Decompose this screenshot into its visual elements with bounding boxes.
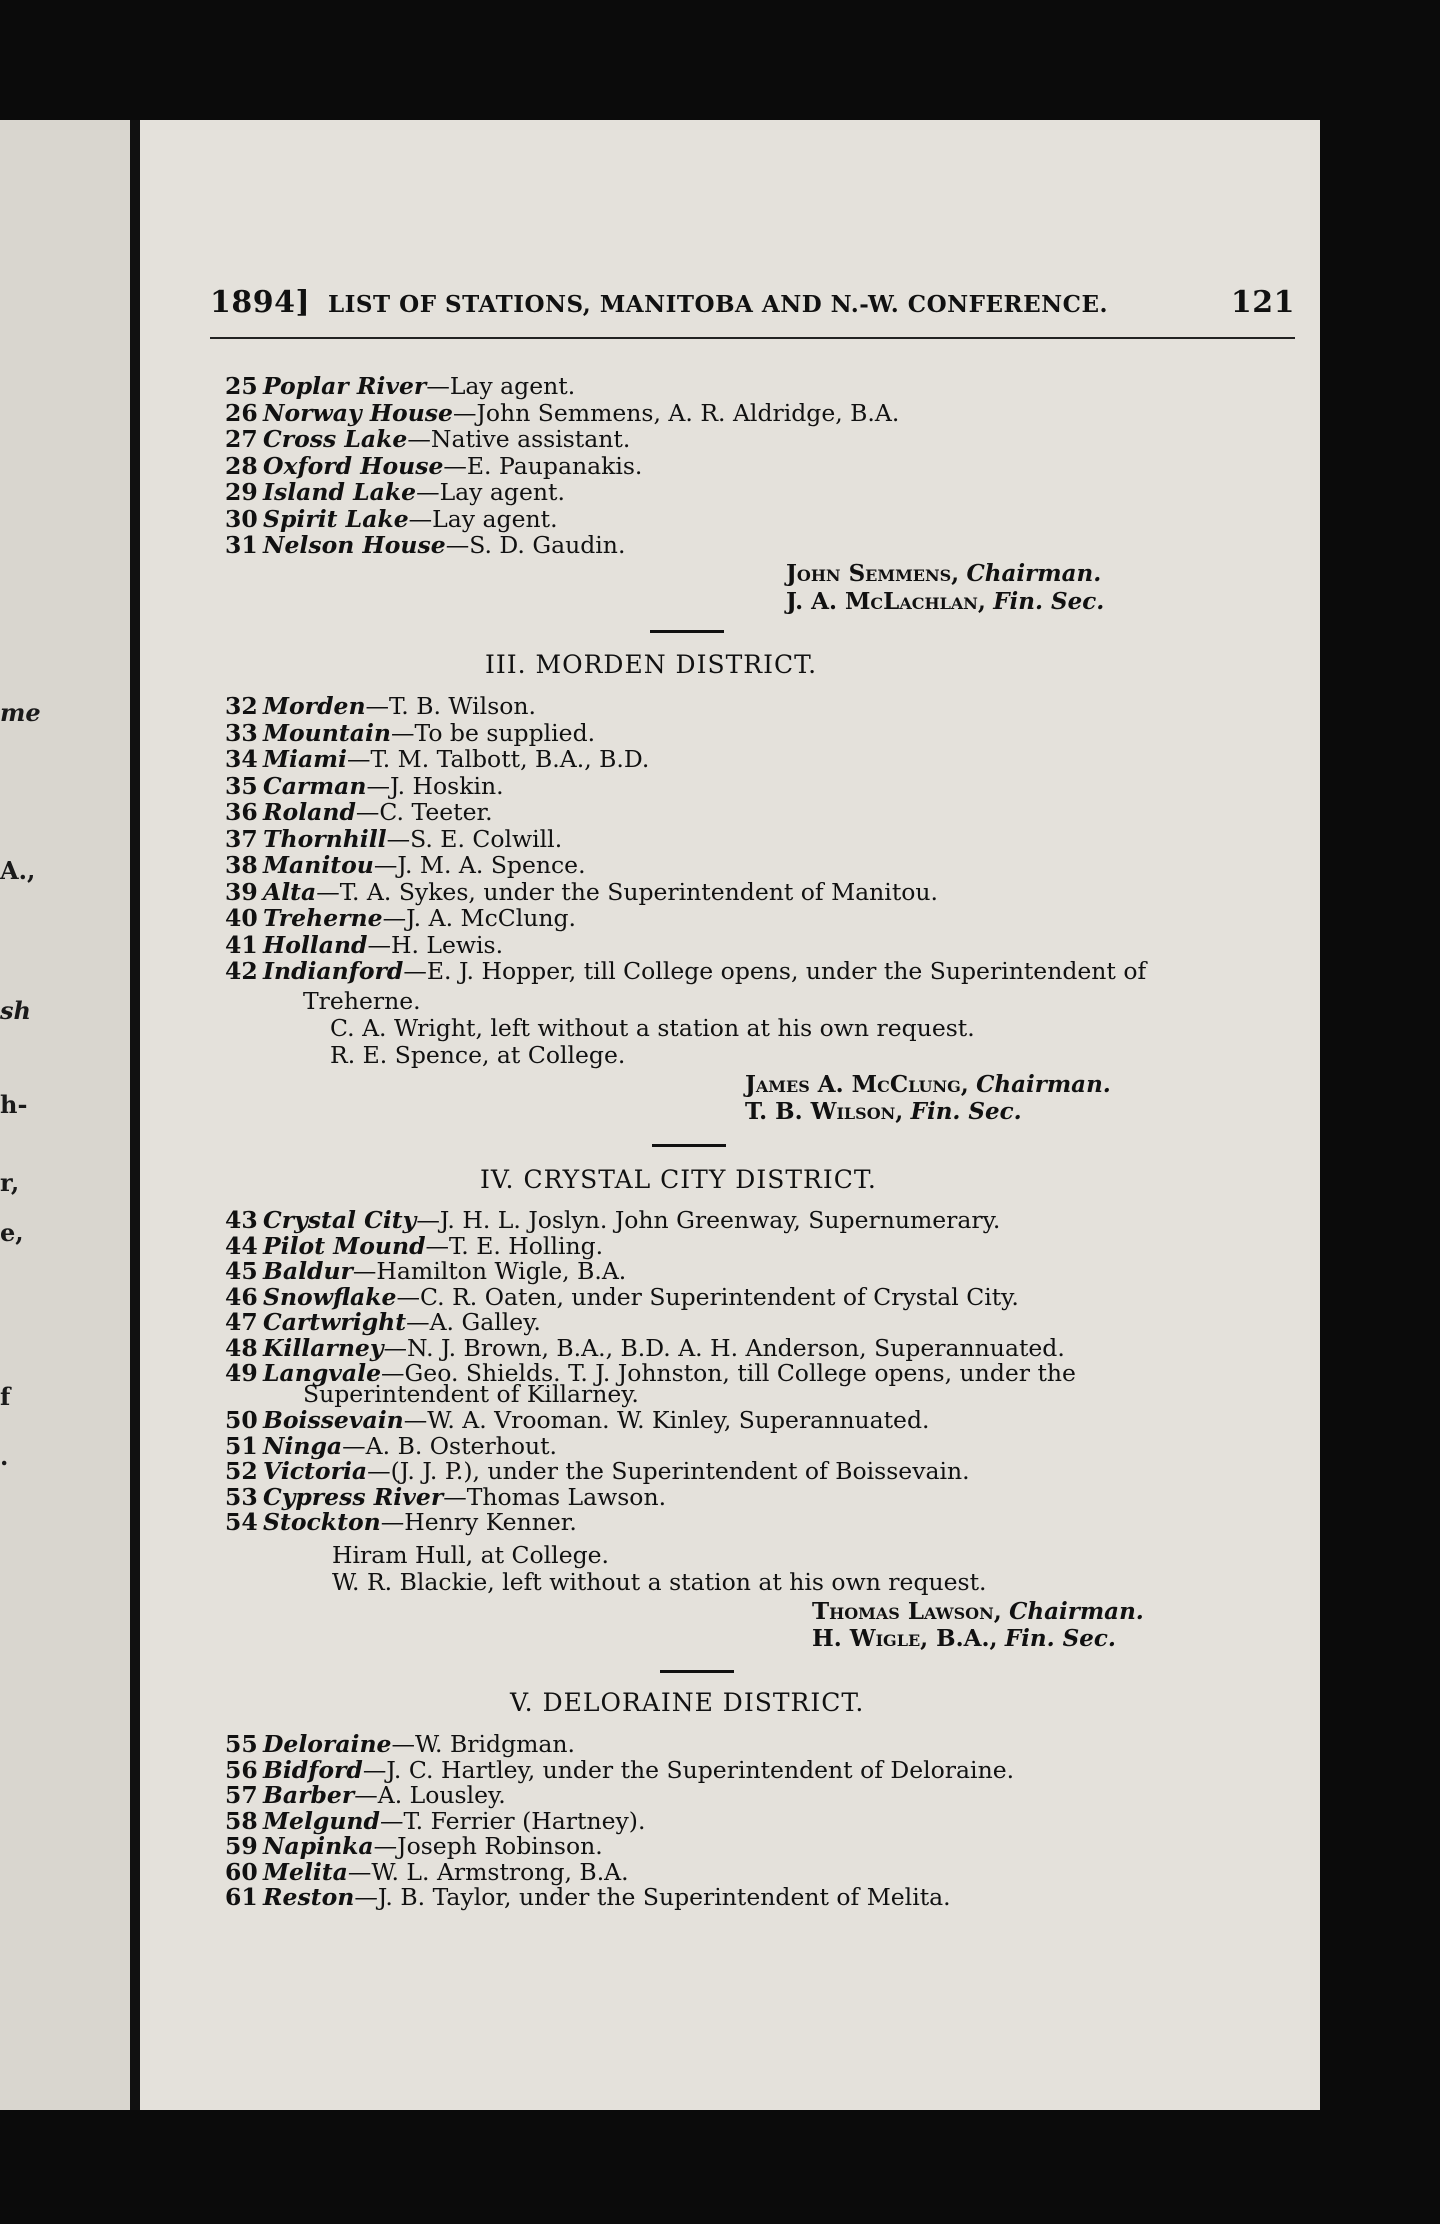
station-entry [225, 506, 558, 532]
station-place: Langvale [263, 1359, 382, 1387]
station-assignment: —Lay agent. [416, 478, 565, 506]
station-entry [225, 1509, 577, 1535]
entry-continuation: Treherne. [303, 987, 421, 1015]
note-line: Hiram Hull, at College. [332, 1541, 610, 1569]
note-line: W. R. Blackie, left without a station at his own request. [332, 1568, 987, 1596]
signature-chairman: James A. McClung, Chairman. [745, 1071, 1111, 1098]
station-number: 44 [225, 1231, 258, 1260]
station-number: 46 [225, 1282, 258, 1311]
station-entry [225, 532, 625, 558]
section-rule [660, 1670, 734, 1673]
station-place: Melgund [263, 1806, 380, 1835]
margin-fragment: me [0, 698, 41, 727]
station-number: 51 [225, 1431, 258, 1460]
signature-fin-sec: H. Wigle, B.A., Fin. Sec. [812, 1625, 1116, 1652]
station-number: 45 [225, 1257, 258, 1285]
station-place: Island Lake [263, 478, 417, 506]
station-entry [225, 1207, 1000, 1233]
station-entry [225, 958, 1146, 984]
station-assignment: —A. B. Osterhout. [342, 1431, 558, 1460]
margin-fragment: . [0, 1442, 9, 1471]
station-number: 56 [225, 1755, 258, 1784]
station-assignment: —Joseph Robinson. [373, 1832, 603, 1860]
station-place: Carman [263, 771, 367, 800]
station-place: Snowflake [263, 1282, 397, 1311]
station-assignment: —J. C. Hartley, under the Superintendent of Deloraine. [362, 1755, 1015, 1784]
station-number: 38 [225, 851, 258, 879]
station-entry [225, 879, 938, 905]
station-number: 29 [225, 478, 258, 506]
station-number: 25 [225, 372, 258, 400]
station-place: Deloraine [263, 1730, 392, 1758]
station-entry [225, 1258, 626, 1284]
station-assignment: —W. A. Vrooman. W. Kinley, Superannuated. [403, 1406, 930, 1434]
station-assignment: —T. Ferrier (Hartney). [379, 1806, 646, 1835]
station-assignment: —C. R. Oaten, under Superintendent of Crystal City. [396, 1282, 1019, 1311]
station-entry [225, 479, 565, 505]
book-gutter [130, 120, 140, 2110]
station-number: 31 [225, 531, 258, 559]
station-assignment: —(J. J. P.), under the Superintendent of Boissevain. [367, 1457, 970, 1485]
station-entry [225, 1335, 1065, 1361]
station-assignment: —T. M. Talbott, B.A., B.D. [346, 745, 650, 773]
station-entry [225, 1284, 1019, 1310]
station-place: Pilot Mound [263, 1231, 426, 1260]
station-entry [225, 400, 899, 426]
facing-page-edge [0, 120, 130, 2110]
section-rule [652, 1144, 726, 1147]
station-entry [225, 1433, 557, 1459]
margin-fragment: A., [0, 856, 36, 885]
station-entry [225, 799, 493, 825]
station-entry [225, 453, 642, 479]
station-entry [225, 426, 630, 452]
station-assignment: —Thomas Lawson. [443, 1482, 667, 1511]
station-number: 36 [225, 798, 258, 826]
station-assignment: —S. D. Gaudin. [445, 531, 626, 559]
station-number: 40 [225, 904, 258, 932]
station-place: Manitou [263, 851, 374, 879]
station-place: Crystal City [263, 1206, 417, 1234]
station-place: Spirit Lake [263, 504, 409, 533]
station-place: Mountain [263, 718, 391, 747]
station-place: Baldur [263, 1257, 353, 1285]
station-place: Killarney [263, 1333, 384, 1362]
station-number: 47 [225, 1308, 258, 1336]
station-number: 54 [225, 1508, 258, 1536]
station-assignment: —Lay agent. [408, 504, 558, 533]
station-assignment: —J. H. L. Joslyn. John Greenway, Supernumerary. [416, 1206, 1001, 1234]
note-line: R. E. Spence, at College. [330, 1041, 626, 1069]
station-place: Indianford [263, 957, 404, 985]
station-assignment: —Geo. Shields. T. J. Johnston, till College opens, under the [381, 1359, 1076, 1387]
station-entry [225, 932, 503, 958]
station-entry [225, 1233, 603, 1259]
district-heading-morden: III. MORDEN DISTRICT. [485, 650, 818, 679]
station-place: Napinka [263, 1832, 374, 1860]
margin-fragment: e, [0, 1218, 24, 1247]
station-assignment: —H. Lewis. [367, 930, 504, 959]
station-place: Boissevain [263, 1406, 404, 1434]
note-line: C. A. Wright, left without a station at his own request. [330, 1014, 975, 1042]
margin-fragment: sh [0, 996, 31, 1025]
section-rule [650, 630, 724, 633]
station-place: Alta [263, 877, 317, 906]
station-place: Bidford [263, 1755, 363, 1784]
station-entry [225, 1884, 951, 1910]
station-assignment: —Henry Kenner. [380, 1508, 577, 1536]
station-entry [225, 1757, 1014, 1783]
signature-fin-sec: J. A. McLachlan, Fin. Sec. [786, 588, 1105, 615]
station-entry [225, 1484, 666, 1510]
station-place: Victoria [263, 1457, 368, 1485]
station-number: 26 [225, 398, 258, 427]
station-assignment: —To be supplied. [390, 718, 596, 747]
station-entry [225, 1859, 629, 1885]
station-number: 32 [225, 692, 258, 720]
station-place: Treherne [263, 904, 383, 932]
margin-fragment: f [0, 1382, 11, 1411]
page-number: 121 [1230, 285, 1295, 320]
station-assignment: —W. Bridgman. [391, 1730, 576, 1758]
station-assignment: —E. Paupanakis. [443, 451, 643, 480]
station-number: 61 [225, 1883, 258, 1911]
station-number: 35 [225, 771, 258, 800]
station-number: 27 [225, 425, 258, 453]
station-place: Ninga [263, 1431, 343, 1460]
station-place: Barber [263, 1781, 355, 1809]
station-assignment: —T. E. Holling. [425, 1231, 604, 1260]
station-assignment: —C. Teeter. [355, 798, 493, 826]
signature-chairman: Thomas Lawson, Chairman. [812, 1598, 1144, 1625]
station-number: 43 [225, 1206, 258, 1234]
station-number: 52 [225, 1457, 258, 1485]
station-assignment: —Hamilton Wigle, B.A. [352, 1257, 627, 1285]
station-entry [225, 773, 504, 799]
station-number: 28 [225, 451, 258, 480]
header-year: 1894] [210, 285, 311, 320]
station-number: 41 [225, 930, 258, 959]
station-entry [225, 826, 562, 852]
station-place: Cartwright [263, 1308, 407, 1336]
district-heading-deloraine: V. DELORAINE DISTRICT. [510, 1688, 865, 1717]
station-number: 58 [225, 1806, 258, 1835]
station-number: 42 [225, 957, 258, 985]
station-entry [225, 693, 536, 719]
station-assignment: —John Semmens, A. R. Aldridge, B.A. [452, 398, 900, 427]
station-entry [225, 905, 576, 931]
station-assignment: —E. J. Hopper, till College opens, under the Superintendent of [403, 957, 1147, 985]
station-assignment: —A. Lousley. [354, 1781, 506, 1809]
entry-continuation: Superintendent of Killarney. [303, 1380, 639, 1408]
station-number: 55 [225, 1730, 258, 1758]
station-assignment: —J. A. McClung. [382, 904, 577, 932]
station-assignment: —A. Galley. [406, 1308, 541, 1336]
header-title: LIST OF STATIONS, MANITOBA AND N.-W. CONFERENCE. [328, 291, 1109, 318]
station-place: Nelson House [263, 531, 446, 559]
station-place: Reston [263, 1883, 355, 1911]
station-entry [225, 1407, 929, 1433]
station-number: 33 [225, 718, 258, 747]
station-number: 30 [225, 504, 258, 533]
station-place: Miami [263, 745, 347, 773]
station-entry [225, 373, 575, 399]
station-entry [225, 1833, 603, 1859]
station-assignment: —S. E. Colwill. [386, 824, 563, 853]
station-assignment: —N. J. Brown, B.A., B.D. A. H. Anderson, Superannuated. [383, 1333, 1065, 1362]
station-number: 50 [225, 1406, 258, 1434]
station-entry [225, 720, 595, 746]
station-number: 49 [225, 1359, 258, 1387]
station-assignment: —J. M. A. Spence. [373, 851, 586, 879]
station-place: Norway House [263, 398, 453, 427]
station-number: 37 [225, 824, 258, 853]
station-assignment: —T. B. Wilson. [365, 692, 537, 720]
station-assignment: —J. Hoskin. [366, 771, 504, 800]
station-entry [225, 1782, 506, 1808]
station-place: Roland [263, 798, 356, 826]
station-entry [225, 1731, 575, 1757]
station-place: Thornhill [263, 824, 387, 853]
station-number: 48 [225, 1333, 258, 1362]
station-number: 34 [225, 745, 258, 773]
station-number: 60 [225, 1857, 258, 1886]
station-entry [225, 1808, 645, 1834]
station-entry [225, 1458, 970, 1484]
book-page [140, 120, 1320, 2110]
station-entry [225, 1309, 541, 1335]
signature-chairman: John Semmens, Chairman. [786, 560, 1102, 587]
station-number: 57 [225, 1781, 258, 1809]
station-assignment: —J. B. Taylor, under the Superintendent of Melita. [354, 1883, 951, 1911]
station-entry [225, 746, 649, 772]
station-entry [225, 852, 586, 878]
margin-fragment: h- [0, 1090, 28, 1119]
station-number: 39 [225, 877, 258, 906]
station-place: Melita [263, 1857, 348, 1886]
station-assignment: —W. L. Armstrong, B.A. [347, 1857, 629, 1886]
header-rule [210, 337, 1295, 339]
signature-fin-sec: T. B. Wilson, Fin. Sec. [745, 1098, 1022, 1125]
margin-fragment: r, [0, 1168, 20, 1197]
station-place: Cross Lake [263, 425, 408, 453]
district-heading-crystal-city: IV. CRYSTAL CITY DISTRICT. [480, 1165, 877, 1194]
station-number: 53 [225, 1482, 258, 1511]
station-place: Poplar River [263, 372, 427, 400]
station-number: 59 [225, 1832, 258, 1860]
station-assignment: —T. A. Sykes, under the Superintendent of Manitou. [316, 877, 939, 906]
station-place: Holland [263, 930, 368, 959]
station-place: Stockton [263, 1508, 381, 1536]
station-place: Cypress River [263, 1482, 444, 1511]
station-assignment: —Lay agent. [426, 372, 576, 400]
station-place: Morden [263, 692, 366, 720]
station-place: Oxford House [263, 451, 444, 480]
station-assignment: —Native assistant. [407, 425, 631, 453]
